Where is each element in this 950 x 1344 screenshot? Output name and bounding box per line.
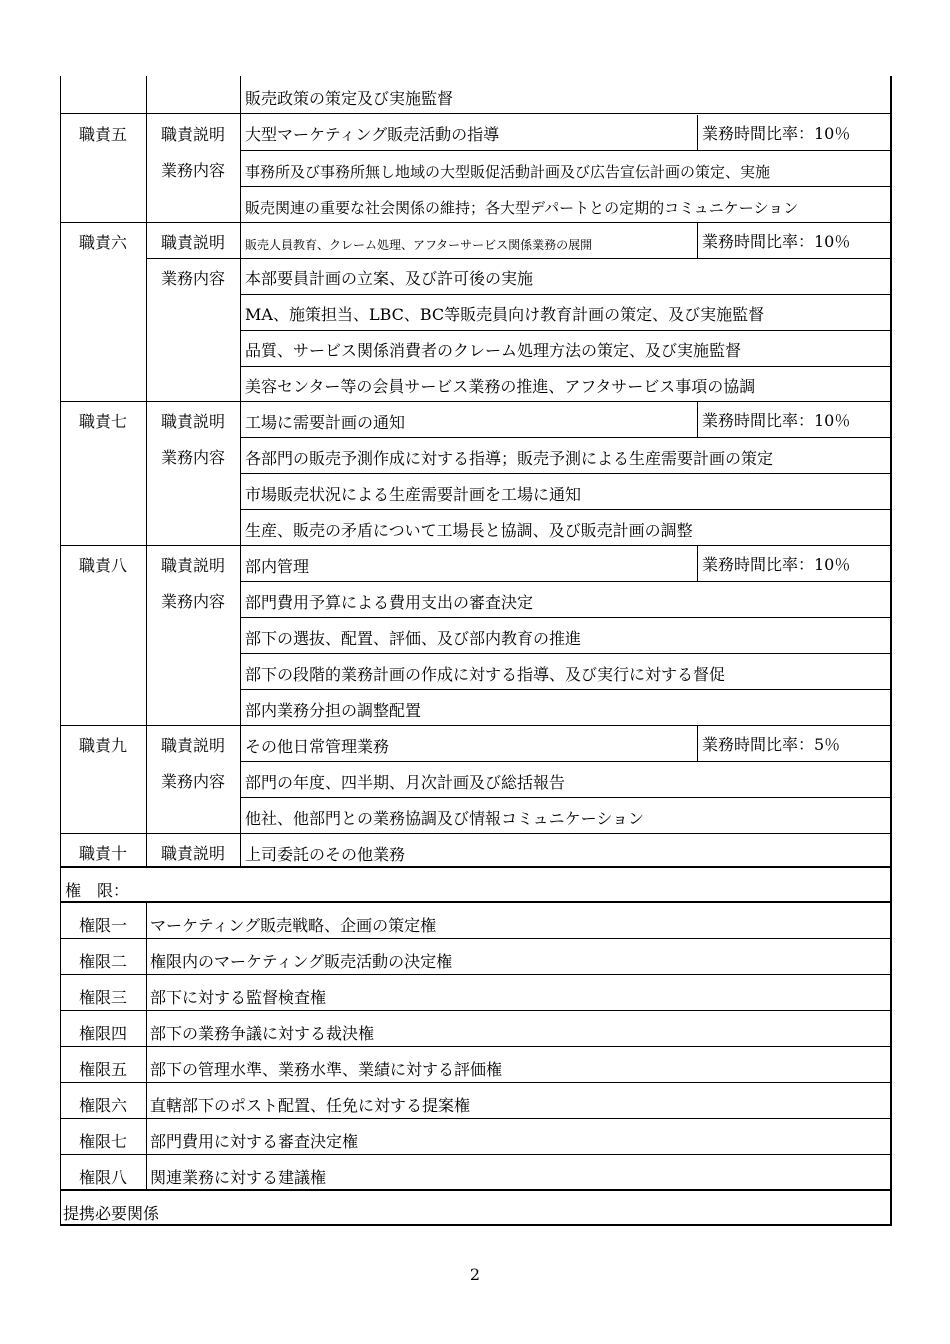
- authority-label: 権限三: [78, 988, 127, 1007]
- duty-number: 職責十: [78, 844, 127, 863]
- duty-separator: [60, 545, 891, 546]
- duty-desc: その他日常管理業務: [245, 737, 390, 756]
- duty-content: 販売政策の策定及び実施監督: [245, 89, 454, 108]
- page-number: 2: [469, 1265, 481, 1284]
- duty-separator: [60, 222, 891, 223]
- authority-text: 権限内のマーケティング販売活動の決定権: [150, 952, 453, 971]
- duty-content: 本部要員計画の立案、及び許可後の実施: [245, 269, 534, 288]
- authority-label: 権限二: [78, 952, 127, 971]
- duty-ratio: 業務時間比率：5％: [702, 735, 841, 754]
- row-line: [240, 437, 891, 438]
- duty-content: 品質、サービス関係消費者のクレーム処理方法の策定、及び実施監督: [245, 341, 742, 360]
- authority-text: 部下の管理水準、業務水準、業績に対する評価権: [150, 1060, 503, 1079]
- row-line: [240, 689, 891, 690]
- ratio-divider: [697, 402, 698, 438]
- row-line: [240, 366, 891, 367]
- duty-content: 各部門の販売予測作成に対する指導；販売予測による生産需要計画の策定: [245, 449, 774, 468]
- row-line: [240, 617, 891, 618]
- duty-desc-label: 職責説明: [160, 125, 225, 144]
- authority-label: 権限八: [78, 1168, 127, 1187]
- authority-text: 部門費用に対する審査決定権: [150, 1132, 359, 1151]
- authority-text: 部下の業務争議に対する裁決権: [150, 1024, 375, 1043]
- section-border: [60, 901, 892, 903]
- authority-text: 関連業務に対する建議権: [150, 1168, 327, 1187]
- duty-ratio: 業務時間比率：10％: [702, 124, 851, 143]
- duty-content: 市場販売状況による生産需要計画を工場に通知: [245, 485, 582, 504]
- authority-row-line: [60, 974, 891, 975]
- authority-label: 権限五: [78, 1060, 127, 1079]
- row-line: [240, 150, 891, 151]
- duty-number: 職責八: [78, 556, 127, 575]
- authority-row-line: [60, 1010, 891, 1011]
- duty-content-label: 業務内容: [160, 592, 225, 611]
- authority-row-line: [60, 938, 891, 939]
- authority-row-line: [60, 1046, 891, 1047]
- authority-text: 部下に対する監督検査権: [150, 988, 327, 1007]
- duty-separator: [146, 258, 891, 259]
- duty-desc: 販売人員教育、クレーム処理、アフターサービス関係業務の展開: [245, 238, 593, 252]
- duty-desc-label: 職責説明: [160, 233, 225, 252]
- duty-number: 職責六: [78, 233, 127, 252]
- duty-ratio: 業務時間比率：10％: [702, 232, 851, 251]
- row-line: [240, 581, 891, 582]
- duty-content: 部下の段階的業務計画の作成に対する指導、及び実行に対する督促: [245, 665, 726, 684]
- row-line: [240, 653, 891, 654]
- duty-desc: 大型マーケティング販売活動の指導: [245, 125, 500, 144]
- table-border-bottom: [60, 1224, 892, 1226]
- duty-content: 部内業務分担の調整配置: [245, 701, 422, 720]
- relations-heading: 提携必要関係: [63, 1204, 160, 1223]
- row-line: [240, 330, 891, 331]
- duty-content: 生産、販売の矛盾について工場長と協調、及び販売計画の調整: [245, 521, 693, 540]
- duty-content: 販売関連の重要な社会関係の維持；各大型デパートとの定期的コミュニケーション: [245, 199, 799, 217]
- duty-separator: [60, 401, 891, 402]
- section-border: [60, 866, 892, 868]
- authority-text: 直轄部下のポスト配置、任免に対する提案権: [150, 1096, 471, 1115]
- duty-content-label: 業務内容: [160, 161, 225, 180]
- duty-separator: [60, 725, 891, 726]
- duty-ratio: 業務時間比率：10％: [702, 555, 851, 574]
- authority-label: 権限七: [78, 1132, 127, 1151]
- authority-label: 権限六: [78, 1096, 127, 1115]
- authority-label: 権限四: [78, 1024, 127, 1043]
- duty-content: 部門費用予算による費用支出の審査決定: [245, 593, 534, 612]
- duty-desc: 部内管理: [245, 557, 310, 576]
- table-border-left: [60, 76, 61, 1226]
- row-line: [240, 473, 891, 474]
- column-divider: [240, 76, 241, 866]
- duty-desc-label: 職責説明: [160, 556, 225, 575]
- duty-content: MA、施策担当、LBC、BC等販売員向け教育計画の策定、及び実施監督: [245, 305, 765, 324]
- duty-content: 美容センター等の会員サービス業務の推進、アフタサービス事項の協調: [245, 377, 756, 396]
- duty-separator: [60, 833, 891, 834]
- duty-content: 部門の年度、四半期、月次計画及び総括報告: [245, 773, 566, 792]
- row-line: [240, 797, 891, 798]
- table-border-right: [890, 76, 892, 1226]
- duty-ratio: 業務時間比率：10％: [702, 411, 851, 430]
- authority-row-line: [60, 1082, 891, 1083]
- duty-number: 職責七: [78, 412, 127, 431]
- duty-content: 部下の選抜、配置、評価、及び部内教育の推進: [245, 629, 582, 648]
- authority-heading: 権 限：: [65, 881, 130, 900]
- duty-desc-label: 職責説明: [160, 412, 225, 431]
- duty-content: 事務所及び事務所無し地域の大型販促活動計画及び広告宣伝計画の策定、実施: [245, 163, 771, 181]
- duty-desc: 上司委託のその他業務: [245, 845, 406, 864]
- column-divider: [146, 76, 147, 866]
- ratio-divider: [697, 546, 698, 582]
- row-line: [240, 186, 891, 187]
- authority-row-line: [60, 1154, 891, 1155]
- duty-desc-label: 職責説明: [160, 844, 225, 863]
- duty-content-label: 業務内容: [160, 269, 225, 288]
- row-line: [240, 509, 891, 510]
- duty-content: 他社、他部門との業務協調及び情報コミュニケーション: [245, 809, 645, 828]
- row-line: [240, 761, 891, 762]
- duty-number: 職責五: [78, 125, 127, 144]
- authority-row-line: [60, 1118, 891, 1119]
- ratio-divider: [697, 223, 698, 259]
- row-line: [240, 294, 891, 295]
- duty-content-label: 業務内容: [160, 448, 225, 467]
- duty-desc: 工場に需要計画の通知: [245, 413, 406, 432]
- section-border: [60, 1189, 892, 1191]
- authority-text: マーケティング販売戦略、企画の策定権: [150, 916, 437, 935]
- authority-label: 権限一: [78, 916, 127, 935]
- duty-content-label: 業務内容: [160, 772, 225, 791]
- duty-number: 職責九: [78, 736, 127, 755]
- ratio-divider: [697, 726, 698, 762]
- duty-separator: [60, 113, 891, 114]
- ratio-divider: [697, 115, 698, 151]
- duty-desc-label: 職責説明: [160, 736, 225, 755]
